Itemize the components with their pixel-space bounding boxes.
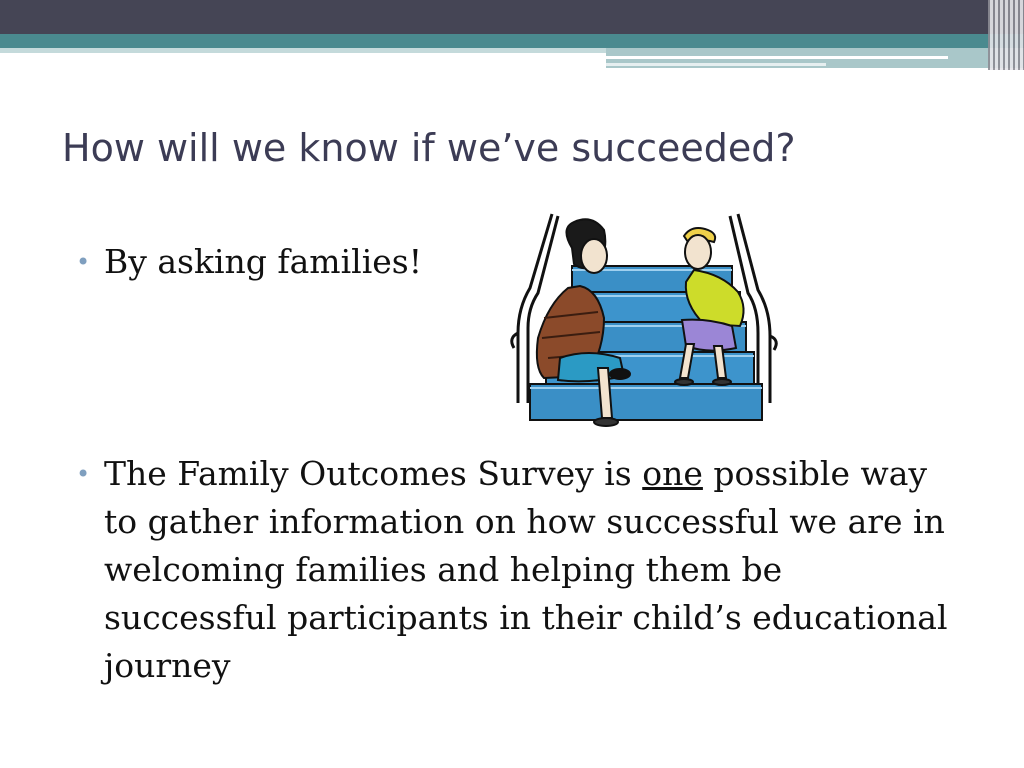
bullet-icon: • xyxy=(76,460,91,488)
header-band-light xyxy=(0,48,606,53)
bullet-emphasis: one xyxy=(642,454,703,493)
header-line xyxy=(606,56,948,59)
bullet-item xyxy=(76,238,524,286)
bullet-text: By asking families! xyxy=(104,242,422,281)
header-band-teal xyxy=(0,34,1024,48)
bullet-text: The Family Outcomes Survey is xyxy=(104,454,643,493)
header-stripes xyxy=(988,0,1024,70)
bullet-icon: • xyxy=(76,248,91,276)
header-band-dark xyxy=(0,0,1024,34)
bullet-text: possible way to gather information on how successful we are in welcoming families and helping them be successful participants in their child’s educational journey xyxy=(104,454,948,685)
slide-title: How will we know if we’ve succeeded? xyxy=(62,126,796,170)
bullet-item xyxy=(76,450,964,690)
stairs-clipart-icon xyxy=(508,208,784,436)
header-line xyxy=(606,63,826,66)
